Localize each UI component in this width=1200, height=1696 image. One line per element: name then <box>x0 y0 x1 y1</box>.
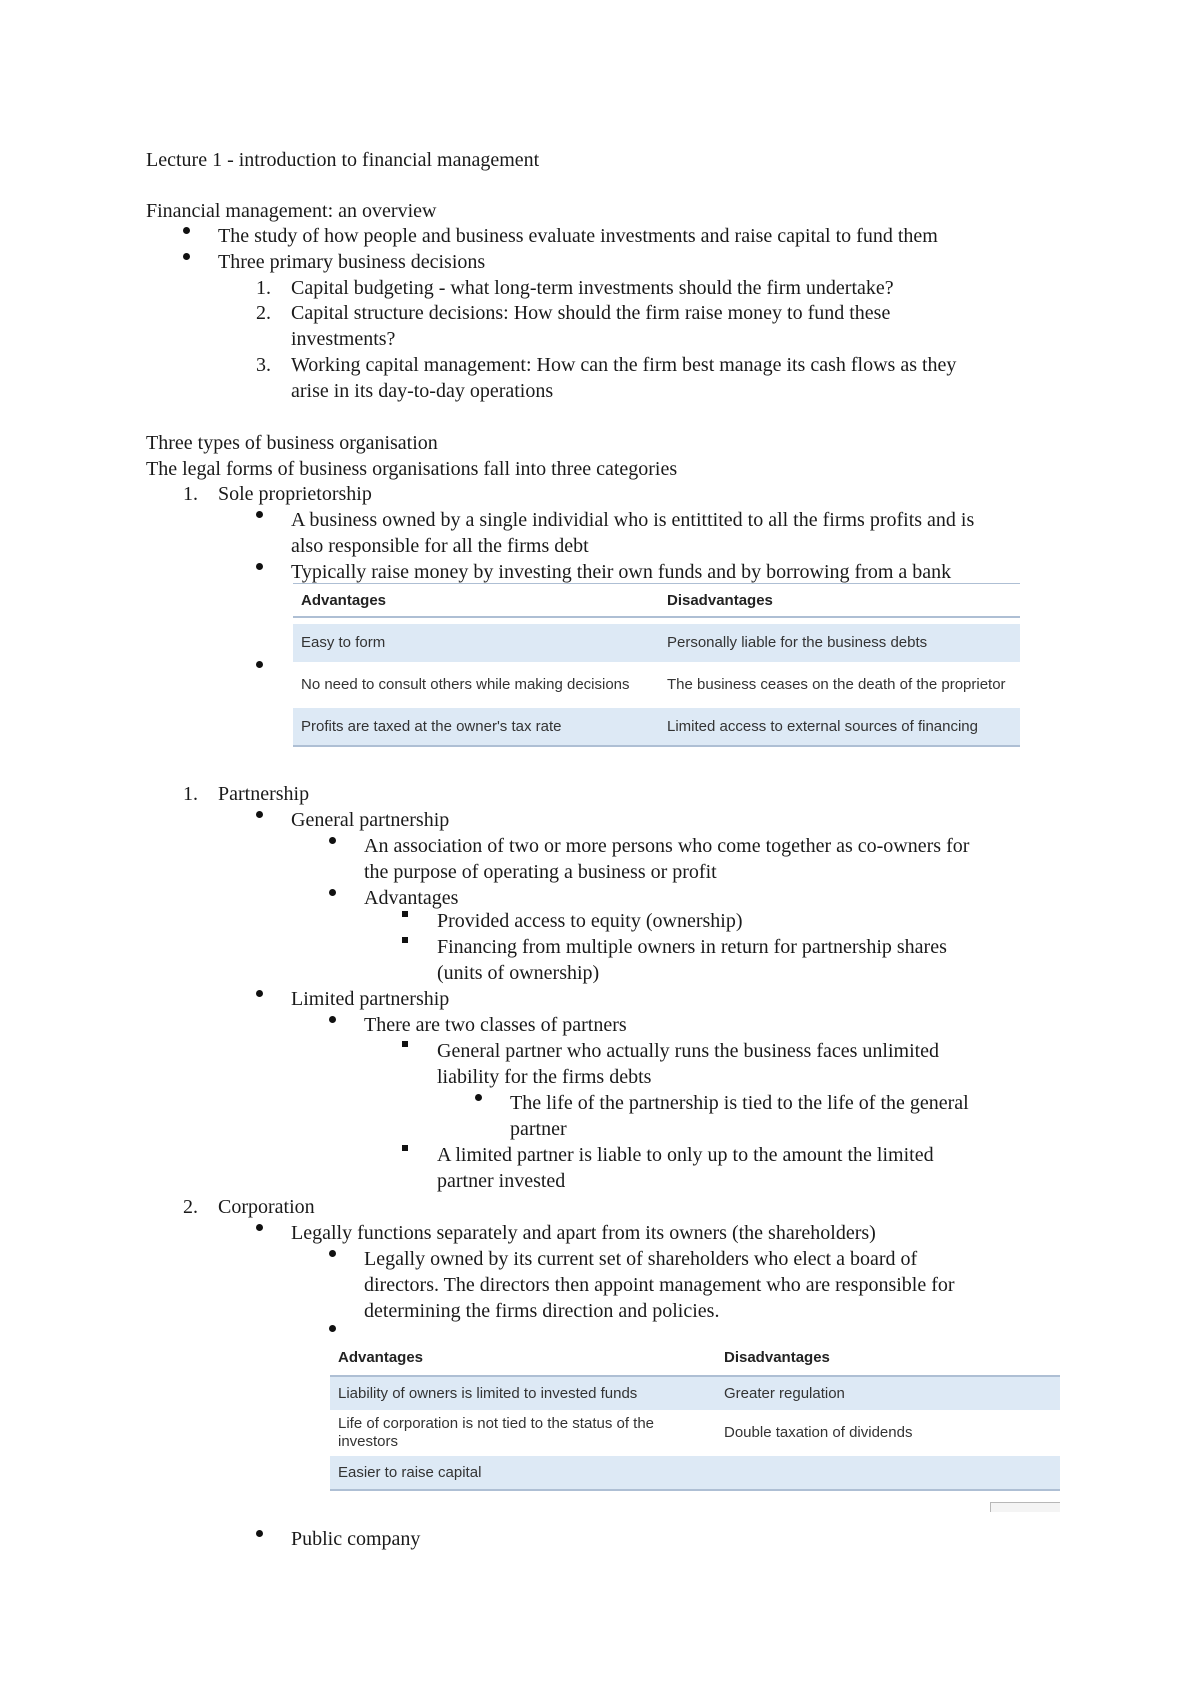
advantage-financing: Financing from multiple owners in return for partnership shares <box>437 936 947 958</box>
bullet-marker <box>256 811 263 818</box>
list-number: 1. <box>183 783 198 805</box>
corporation-label: Corporation <box>218 1196 315 1218</box>
table-cell: Easy to form <box>293 624 659 662</box>
overview-bullet-decisions: Three primary business decisions <box>218 251 486 273</box>
corporation-table-frame <box>330 1340 1060 1512</box>
sole-definition: A business owned by a single individial who is entittited to all the firms profits and is <box>291 509 975 531</box>
table-header-disadvantages: Disadvantages <box>724 1349 830 1366</box>
decision-working-capital-cont: arise in its day-to-day operations <box>291 380 554 402</box>
table-cell <box>716 1456 1060 1490</box>
decision-working-capital: Working capital management: How can the firm best manage its cash flows as they <box>291 354 957 376</box>
bullet-marker <box>256 511 263 518</box>
section-heading-overview: Financial management: an overview <box>146 200 437 222</box>
table-header-disadvantages: Disadvantages <box>667 591 773 609</box>
general-partnership-label: General partnership <box>291 809 450 831</box>
table-cell: Easier to raise capital <box>330 1456 716 1490</box>
general-partner: General partner who actually runs the business faces unlimited <box>437 1040 940 1062</box>
square-bullet-marker <box>402 911 408 917</box>
bullet-marker <box>183 253 190 260</box>
bullet-marker <box>256 1530 263 1537</box>
list-number: 1. <box>256 277 271 299</box>
bullet-marker <box>256 661 263 668</box>
table-header-advantages: Advantages <box>338 1349 424 1366</box>
partner-classes: There are two classes of partners <box>364 1014 627 1036</box>
bullet-marker <box>329 889 336 896</box>
general-partner-cont: liability for the firms debts <box>437 1066 652 1088</box>
list-number: 2. <box>256 302 271 324</box>
table-header-advantages: Advantages <box>301 591 387 609</box>
bullet-marker <box>329 1325 336 1332</box>
table-cell: Profits are taxed at the owner's tax rate <box>293 708 659 746</box>
table-cell: Limited access to external sources of financing <box>659 708 1020 746</box>
table-cell: No need to consult others while making decisions <box>301 676 630 693</box>
partnership-life: The life of the partnership is tied to the life of the general <box>510 1092 969 1114</box>
decision-capital-structure: Capital structure decisions: How should the firm raise money to fund these <box>291 302 891 324</box>
table-cell: Greater regulation <box>716 1376 1060 1410</box>
corporation-table <box>330 1340 1060 1491</box>
bullet-marker <box>329 837 336 844</box>
sole-proprietorship-label: Sole proprietorship <box>218 483 372 505</box>
general-partnership-definition: An association of two or more persons who come together as co-owners for <box>364 835 970 857</box>
list-number: 1. <box>183 483 198 505</box>
bullet-marker <box>256 1224 263 1231</box>
corporation-separate-entity: Legally functions separately and apart from its owners (the shareholders) <box>291 1222 876 1244</box>
bullet-marker <box>256 990 263 997</box>
square-bullet-marker <box>402 1041 408 1047</box>
bullet-marker <box>256 563 263 570</box>
bullet-marker <box>329 1016 336 1023</box>
general-partnership-definition-cont: the purpose of operating a business or profit <box>364 861 717 883</box>
types-intro: The legal forms of business organisations fall into three categories <box>146 458 678 480</box>
partnership-label: Partnership <box>218 783 310 805</box>
table-cell: Personally liable for the business debts <box>659 624 1020 662</box>
corporation-ownership-cont: determining the firms direction and policies. <box>364 1300 720 1322</box>
decision-capital-structure-cont: investments? <box>291 328 396 350</box>
table-cell: The business ceases on the death of the proprietor <box>667 676 1006 693</box>
list-number: 3. <box>256 354 271 376</box>
section-heading-types: Three types of business organisation <box>146 432 438 454</box>
sole-financing: Typically raise money by investing their own funds and by borrowing from a bank <box>291 561 952 583</box>
clipped-button-stub <box>990 1502 1060 1512</box>
page-title: Lecture 1 - introduction to financial management <box>146 149 540 171</box>
square-bullet-marker <box>402 937 408 943</box>
list-number: 2. <box>183 1196 198 1218</box>
limited-partner: A limited partner is liable to only up to the amount the limited <box>437 1144 934 1166</box>
limited-partner-cont: partner invested <box>437 1170 566 1192</box>
public-company: Public company <box>291 1528 421 1550</box>
advantages-label: Advantages <box>364 887 459 909</box>
table-cell: Liability of owners is limited to invested funds <box>330 1376 716 1410</box>
bullet-marker <box>329 1250 336 1257</box>
square-bullet-marker <box>402 1145 408 1151</box>
decision-capital-budgeting: Capital budgeting - what long-term investments should the firm undertake? <box>291 277 894 299</box>
bullet-marker <box>475 1094 482 1101</box>
table-cell: Life of corporation is not tied to the status of the investors <box>338 1415 655 1450</box>
sole-proprietorship-table <box>293 584 1020 747</box>
overview-bullet-study: The study of how people and business evaluate investments and raise capital to fund them <box>218 225 938 247</box>
corporation-ownership-cont: directors. The directors then appoint management who are responsible for <box>364 1274 955 1296</box>
sole-definition-cont: also responsible for all the firms debt <box>291 535 589 557</box>
corporation-ownership: Legally owned by its current set of shareholders who elect a board of <box>364 1248 918 1270</box>
bullet-marker <box>183 227 190 234</box>
partnership-life-cont: partner <box>510 1118 567 1140</box>
advantage-financing-cont: (units of ownership) <box>437 962 600 984</box>
advantage-equity: Provided access to equity (ownership) <box>437 910 743 932</box>
limited-partnership-label: Limited partnership <box>291 988 450 1010</box>
table-cell: Double taxation of dividends <box>724 1424 913 1441</box>
